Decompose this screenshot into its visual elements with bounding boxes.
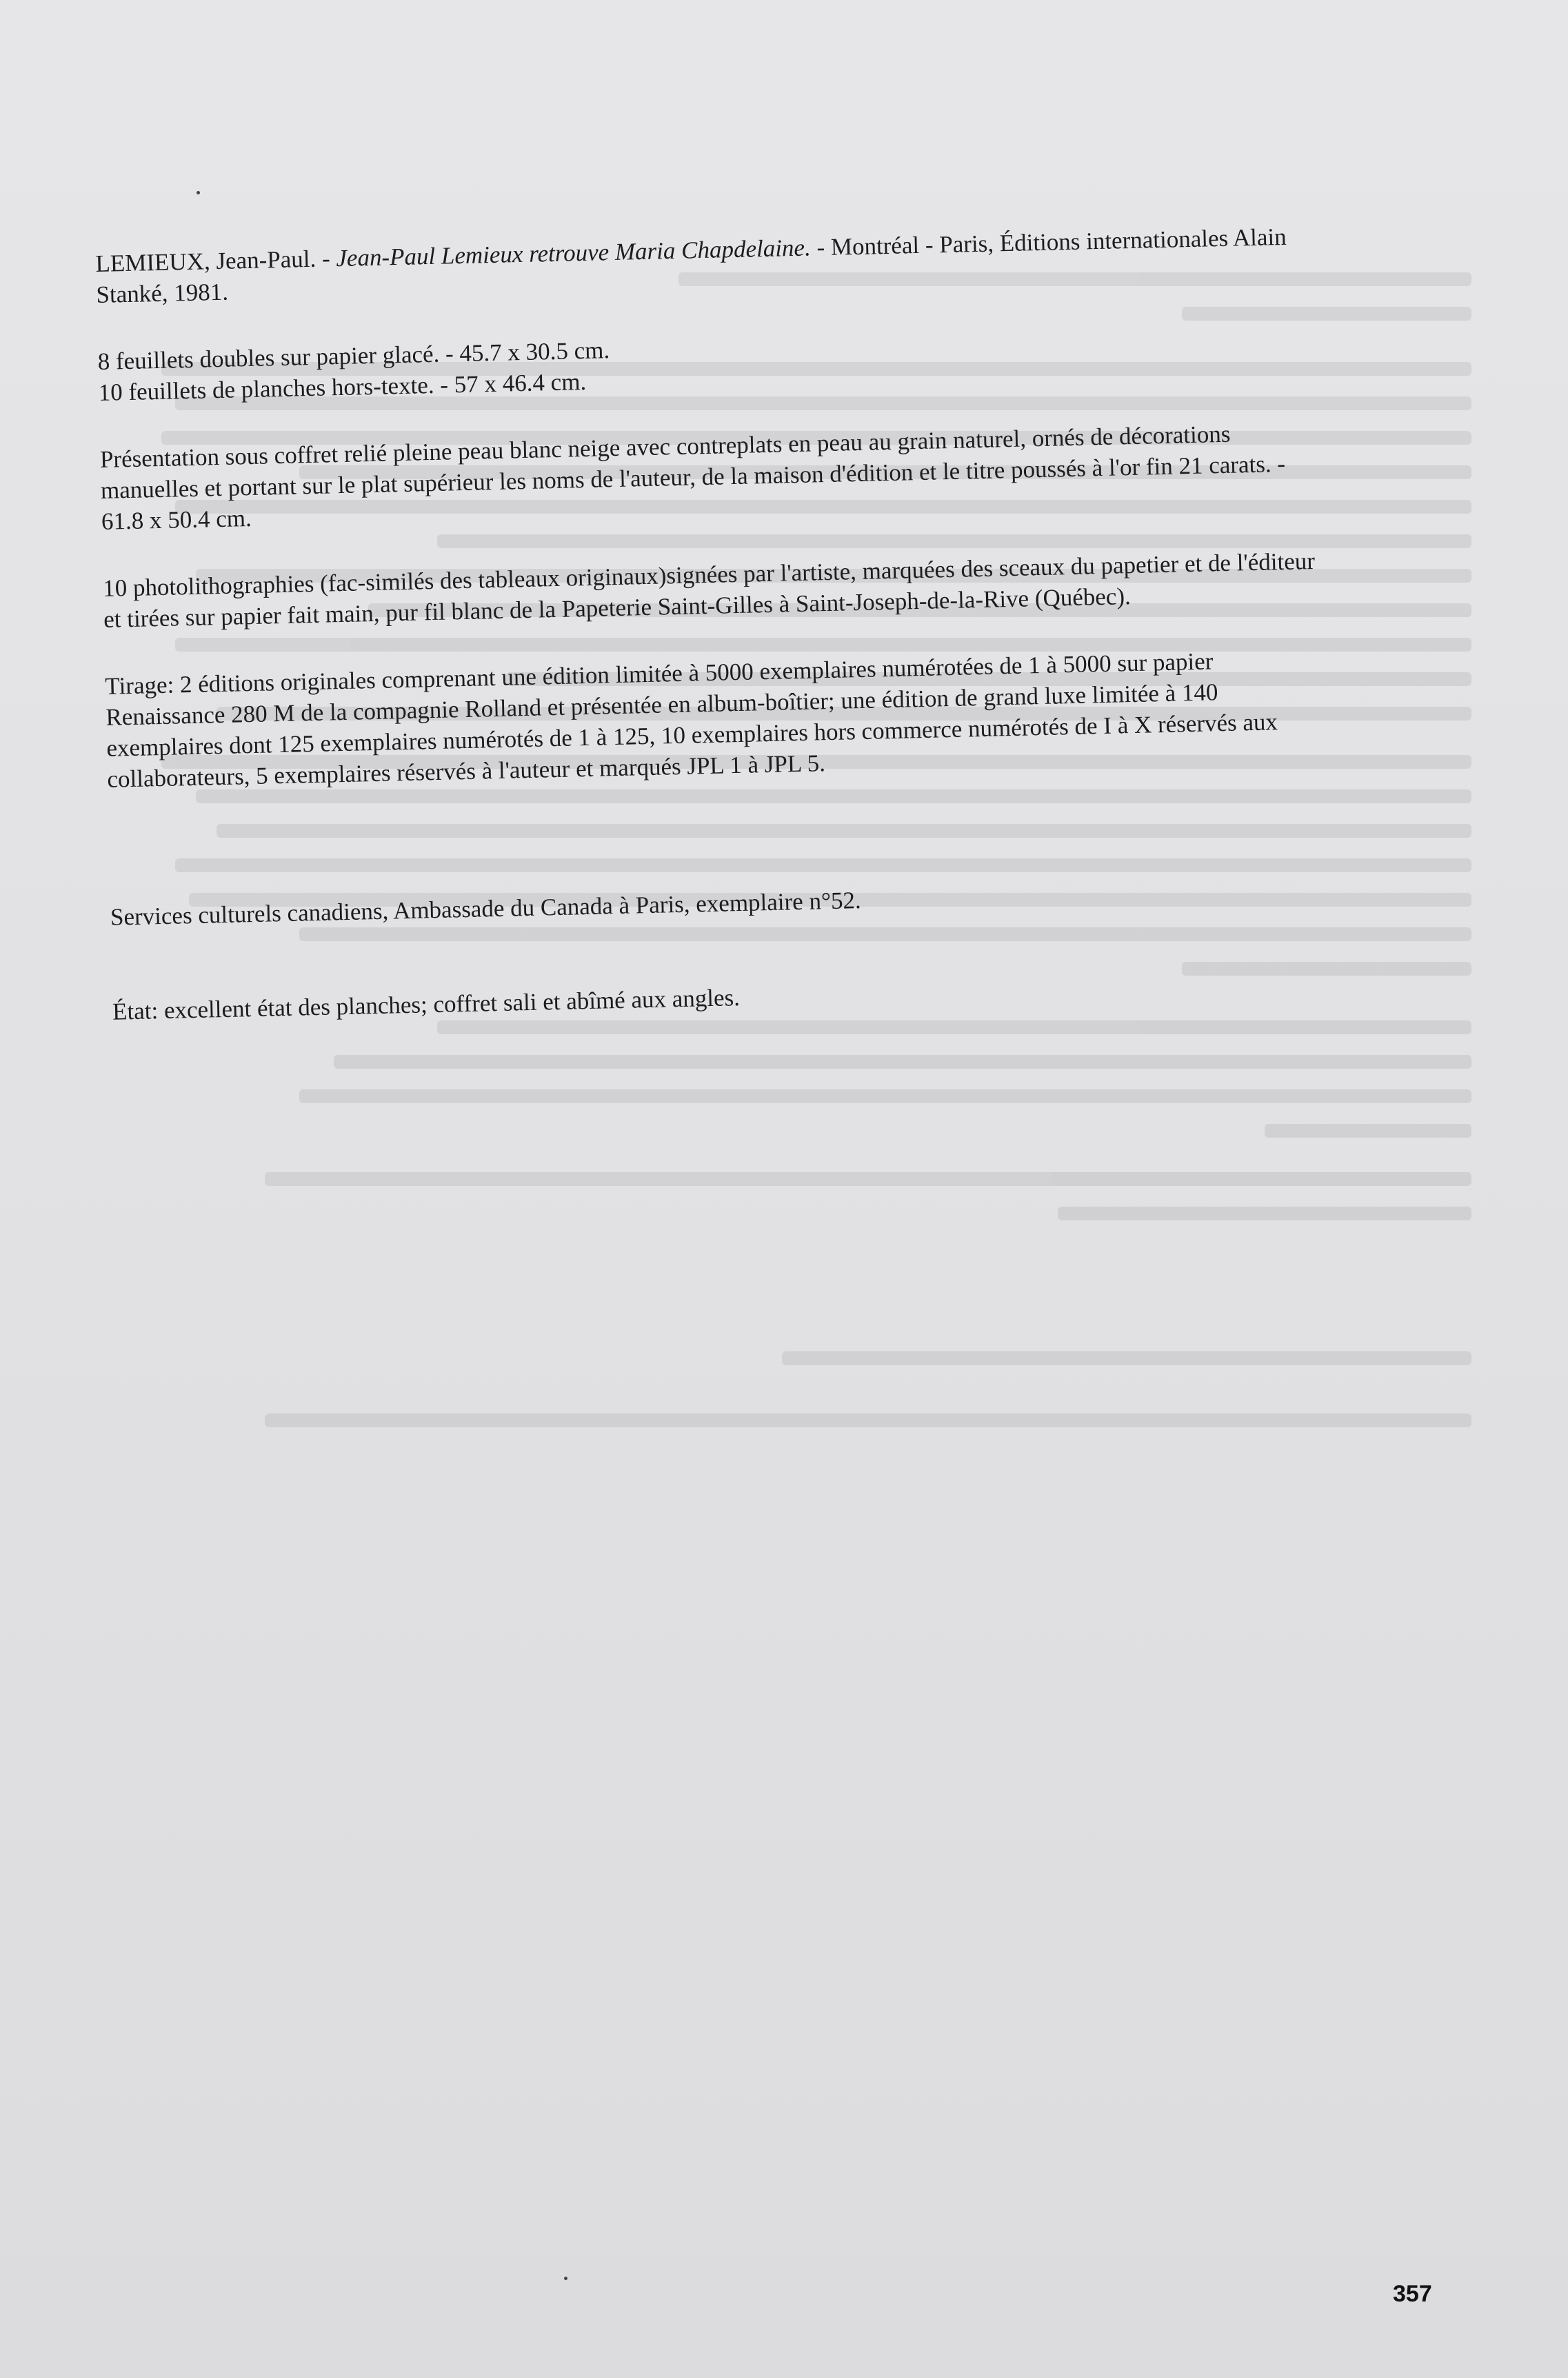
bibliographic-entry — [95, 221, 1327, 1063]
photolithographs-paragraph: 10 photolithographies (fac-similés des tableaux originaux)signées par l'artiste, marquées des sceaux du papetier et de l'éditeur et tirées sur papier fait main, pur fil blanc de la Papeterie Saint-Gilles à Saint-Joseph-de-la-Rive (Québec). — [102, 547, 1316, 633]
citation-publisher: - Montréal - Paris, Éditions internationales Alain Stanké, 1981. — [96, 223, 1287, 308]
citation-title: Jean-Paul Lemieux retrouve Maria Chapdelaine. — [335, 234, 812, 272]
format-line-plates: 10 feuillets de planches hors-texte. - 57 x 46.4 cm. — [98, 367, 587, 406]
page-number: 357 — [1393, 2281, 1432, 2307]
citation — [95, 221, 1310, 310]
condition-line: État: excellent état des planches; coffret sali et abîmé aux angles. — [112, 984, 741, 1025]
tirage-paragraph: Tirage: 2 éditions originales comprenant une édition limitée à 5000 exemplaires numérotées de 1 à 5000 sur papier Renaissance 280 M de la compagnie Rolland et présentée en album-boîtier; une édition de grand luxe limitée à 140 exemplaires dont 125 exemplaires numérotés de 1 à 125, 10 exemplaires hors commerce numérotés de I à X réservés aux collaborateurs, 5 exemplaires réservés à l'auteur et marqués JPL 1 à JPL 5. — [104, 647, 1278, 793]
speck-mark — [564, 2277, 567, 2280]
format-line-sheets: 8 feuillets doubles sur papier glacé. - 45.7 x 30.5 cm. — [97, 336, 610, 375]
speck-mark — [197, 191, 200, 194]
presentation-paragraph: Présentation sous coffret relié pleine peau blanc neige avec contreplats en peau au grain naturel, ornés de décorations manuelles et portant sur le plat supérieur les noms de l'auteur, de la maison d'édition et le titre poussés à l'or fin 21 carats. - 61.8 x 50.4 cm. — [99, 420, 1286, 535]
provenance-line: Services culturels canadiens, Ambassade du Canada à Paris, exemplaire n°52. — [110, 887, 862, 931]
citation-author: LEMIEUX, Jean-Paul. - — [95, 245, 336, 277]
physical-format — [97, 319, 1312, 408]
